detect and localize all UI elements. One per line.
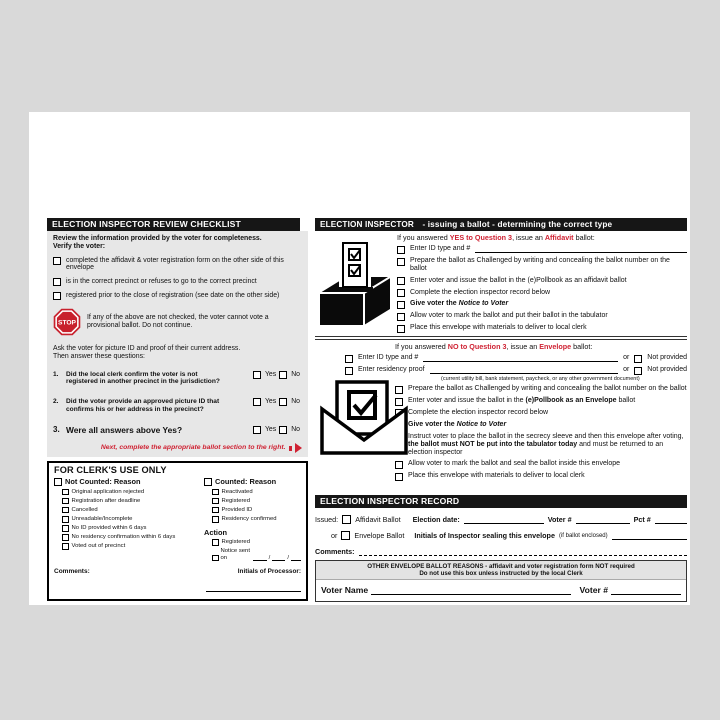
checkbox[interactable]	[212, 516, 219, 523]
yes-checkbox[interactable]	[253, 398, 261, 406]
checkbox[interactable]	[212, 507, 219, 514]
left-section-header	[47, 218, 300, 231]
envelope-ballot-checkbox[interactable]	[341, 531, 350, 540]
arrow-right-icon	[289, 446, 293, 451]
id-blank[interactable]	[475, 245, 687, 253]
checklist-item: Enter ID type and #	[397, 245, 687, 254]
counted-label: Counted: Reason	[215, 477, 277, 487]
reason-item: Provided ID	[212, 507, 301, 514]
checkbox[interactable]	[62, 489, 69, 496]
review-checklist-panel	[47, 231, 308, 457]
checkbox[interactable]	[62, 498, 69, 505]
election-date-label: Election date:	[412, 515, 460, 524]
checkbox[interactable]	[62, 507, 69, 514]
checklist-item: Prepare the ballot as Challenged by writing and concealing the ballot number on the ballot	[395, 385, 687, 394]
envelope-intro: If you answered NO to Question 3, issue an Envelope ballot:	[395, 342, 593, 351]
record-comments-line	[315, 548, 687, 556]
initials-inspector-label: Initials of Inspector sealing this envelope	[414, 531, 555, 540]
residency-note: (current utility bill, bank statement, paycheck, or any other government document)	[441, 375, 640, 382]
or-label: or	[623, 366, 630, 374]
reason-item: Registered	[212, 498, 301, 505]
yes-label: Yes	[264, 426, 277, 434]
record-or-line	[315, 531, 687, 540]
yes-checkbox[interactable]	[253, 426, 261, 434]
checkbox[interactable]	[397, 246, 405, 254]
comments-blank[interactable]	[359, 548, 687, 556]
checkbox[interactable]	[53, 292, 61, 300]
checkbox[interactable]	[62, 516, 69, 523]
no-label: No	[291, 370, 300, 378]
checkbox[interactable]	[395, 461, 403, 469]
no-checkbox[interactable]	[279, 371, 287, 379]
not-provided-label: Not provided	[647, 366, 687, 374]
initials-blank[interactable]	[206, 584, 301, 592]
right-header-title: ELECTION INSPECTOR	[320, 220, 414, 229]
reason-item: Reactivated	[212, 489, 301, 496]
arrow-right-icon	[295, 443, 302, 453]
stop-warning	[53, 308, 302, 336]
yes-label: Yes	[264, 370, 277, 378]
affidavit-section	[315, 234, 687, 333]
right-column	[315, 218, 687, 602]
inspector-initials-blank[interactable]	[612, 532, 687, 540]
document-page	[29, 112, 690, 605]
reason-item: Original application rejected	[62, 489, 204, 496]
initials-note: (if ballot enclosed)	[558, 533, 608, 539]
record-section-header	[315, 495, 687, 508]
intro-line-1: Review the information provided by the voter for completeness.	[53, 235, 262, 242]
left-header-title: ELECTION INSPECTOR REVIEW CHECKLIST	[52, 219, 241, 229]
id-blank[interactable]	[423, 354, 618, 362]
yes-no-group	[253, 398, 300, 406]
question-text: Were all answers above Yes?	[66, 425, 183, 436]
checkbox[interactable]	[212, 498, 219, 505]
not-counted-checkbox[interactable]	[54, 478, 62, 486]
right-section-header	[315, 218, 687, 231]
question-number: 2.	[53, 397, 59, 405]
reason-item: Voted out of precinct	[62, 543, 204, 550]
checkbox[interactable]	[345, 367, 353, 375]
checkbox[interactable]	[345, 355, 353, 363]
initials-label: Initials of Processor:	[237, 568, 301, 576]
affidavit-ballot-label: Affidavit Ballot	[355, 515, 401, 524]
question-row-3	[53, 426, 302, 435]
stop-icon	[53, 308, 81, 336]
reason-item: Registration after deadline	[62, 498, 204, 505]
voter-number-label: Voter #	[547, 515, 572, 524]
checkbox[interactable]	[397, 313, 405, 321]
checklist-item: Allow voter to mark the ballot and seal the ballot inside this envelope	[395, 460, 687, 469]
verify-item	[53, 292, 302, 300]
reason-item: Unreadable/Incomplete	[62, 516, 204, 523]
checkbox[interactable]	[397, 289, 405, 297]
checklist-item: Enter ID type and # or Not provided	[345, 354, 687, 363]
election-date-blank[interactable]	[464, 516, 544, 524]
checkbox[interactable]	[62, 534, 69, 541]
reason-item: No residency confirmation within 6 days	[62, 534, 204, 541]
checkbox[interactable]	[212, 539, 219, 546]
checkbox[interactable]	[212, 555, 219, 562]
counted-column	[204, 477, 301, 561]
no-checkbox[interactable]	[279, 398, 287, 406]
checkbox[interactable]	[397, 301, 405, 309]
checklist-item: Enter residency proof or Not provided	[345, 366, 687, 375]
reason-item: No ID provided within 6 days	[62, 525, 204, 532]
yes-checkbox[interactable]	[253, 371, 261, 379]
clerks-use-box	[47, 461, 308, 601]
checklist-item: Give voter the Notice to Voter	[395, 421, 687, 430]
envelope-ballot-label: Envelope Ballot	[354, 531, 405, 540]
yes-no-group	[253, 426, 300, 434]
question-text: Did the voter provide an approved picture ID that confirms his or her address in the precinct?	[66, 397, 220, 413]
right-header-subtitle: - issuing a ballot - determining the correct type	[422, 220, 613, 229]
or-label: or	[623, 354, 630, 362]
checklist-item: Enter voter and issue the ballot in the (e)Pollbook as an affidavit ballot	[397, 277, 687, 286]
question-row-2	[53, 398, 302, 413]
checkbox[interactable]	[395, 473, 403, 481]
date-slash: /	[287, 554, 289, 561]
checklist-item: Give voter the Notice to Voter	[397, 300, 687, 309]
checklist-item: Place this envelope with materials to deliver to local clerk	[397, 324, 687, 333]
record-issued-line	[315, 515, 687, 524]
voter-number-blank[interactable]	[576, 516, 630, 524]
comments-label: Comments:	[54, 568, 90, 576]
section-divider	[315, 336, 687, 340]
or-label: or	[331, 531, 338, 540]
other-reasons-box	[315, 560, 687, 602]
stop-text: If any of the above are not checked, the voter cannot vote a provisional ballot. Do not continue.	[87, 314, 269, 330]
yes-no-group	[253, 371, 300, 379]
record-header-title: ELECTION INSPECTOR RECORD	[320, 496, 460, 506]
verify-item	[53, 257, 302, 273]
checklist-item: Instruct voter to place the ballot in the secrecy sleeve and then this envelope after voting, the ballot must NOT be put into the tabulator today and must be returned to an election inspector	[395, 433, 687, 457]
action-item-notice: Notice sent on / /	[212, 548, 301, 561]
no-label: No	[291, 398, 300, 406]
voter-name-blank[interactable]	[371, 585, 570, 595]
envelope-ballot-icon	[320, 379, 408, 456]
voter-name-line	[316, 580, 686, 601]
checkbox[interactable]	[62, 525, 69, 532]
issued-label: Issued:	[315, 515, 339, 524]
comments-label: Comments:	[315, 547, 355, 556]
not-provided-checkbox[interactable]	[634, 367, 642, 375]
verify-item-label: registered prior to the close of registration (see date on the other side)	[66, 292, 280, 300]
verify-item-label: completed the affidavit & voter registration form on the other side of this envelope	[66, 256, 284, 272]
checkbox[interactable]	[397, 325, 405, 333]
ask-line-1: Ask the voter for picture ID and proof of their current address.	[53, 345, 241, 353]
verify-item-label: is in the correct precinct or refuses to go to the correct precinct	[66, 278, 257, 286]
initials-block	[206, 568, 301, 594]
checkbox[interactable]	[62, 543, 69, 550]
next-step-note: Next, complete the appropriate ballot section to the right.	[53, 443, 302, 453]
no-label: No	[291, 426, 300, 434]
checkbox[interactable]	[212, 489, 219, 496]
voter-number-label: Voter #	[579, 585, 608, 596]
not-provided-label: Not provided	[647, 354, 687, 362]
date-slash: /	[268, 554, 271, 561]
no-checkbox[interactable]	[279, 426, 287, 434]
date-blank[interactable]	[272, 553, 285, 561]
pct-blank[interactable]	[655, 516, 687, 524]
not-counted-column	[54, 477, 204, 561]
checklist-item: Allow voter to mark the ballot and put their ballot in the tabulator	[397, 312, 687, 321]
not-provided-checkbox[interactable]	[634, 355, 642, 363]
checklist-item: Enter voter and issue the ballot in the (e)Pollbook as an Envelope ballot	[395, 397, 687, 406]
question-number: 1.	[53, 370, 59, 378]
checkbox[interactable]	[53, 278, 61, 286]
residency-blank[interactable]	[430, 366, 619, 374]
ask-line-2: Then answer these questions:	[53, 352, 145, 360]
action-label: Action	[204, 527, 227, 537]
affidavit-intro: If you answered YES to Question 3, issue an Affidavit ballot:	[397, 233, 595, 242]
envelope-section	[315, 343, 687, 491]
question-row-1	[53, 371, 302, 386]
ballot-box-icon	[318, 241, 392, 327]
voter-name-label: Voter Name	[321, 585, 369, 596]
other-reasons-header: OTHER ENVELOPE BALLOT REASONS - affidavit and voter registration form NOT required Do not use this box unless instructed by the local Clerk	[316, 561, 686, 580]
clerk-box-title: FOR CLERK'S USE ONLY	[54, 465, 167, 476]
checkbox[interactable]	[397, 277, 405, 285]
checkbox[interactable]	[53, 257, 61, 265]
question-number: 3.	[53, 425, 60, 435]
counted-checkbox[interactable]	[204, 478, 212, 486]
checklist-item: Complete the election inspector record below	[395, 409, 687, 418]
yes-label: Yes	[264, 398, 277, 406]
checklist-item: Place this envelope with materials to deliver to local clerk	[395, 472, 687, 481]
left-column	[47, 218, 308, 601]
action-item: Registered	[212, 539, 301, 546]
reason-item: Residency confirmed	[212, 516, 301, 523]
date-blank[interactable]	[253, 553, 266, 561]
reason-item: Cancelled	[62, 507, 204, 514]
checkbox[interactable]	[397, 258, 405, 266]
checklist-item: Complete the election inspector record below	[397, 289, 687, 298]
not-counted-label: Not Counted: Reason	[65, 477, 141, 487]
checklist-item: Prepare the ballot as Challenged by writing and concealing the ballot number on the ballot	[397, 257, 687, 273]
pct-label: Pct #	[633, 515, 651, 524]
question-text: Did the local clerk confirm the voter is not registered in another precinct in the jurisdiction?	[66, 370, 220, 386]
intro-line-2: Verify the voter:	[53, 242, 106, 250]
affidavit-ballot-checkbox[interactable]	[342, 515, 351, 524]
date-blank[interactable]	[291, 553, 301, 561]
voter-number-blank[interactable]	[611, 585, 681, 595]
verify-item	[53, 278, 302, 286]
stop-icon-label: STOP	[58, 319, 76, 327]
